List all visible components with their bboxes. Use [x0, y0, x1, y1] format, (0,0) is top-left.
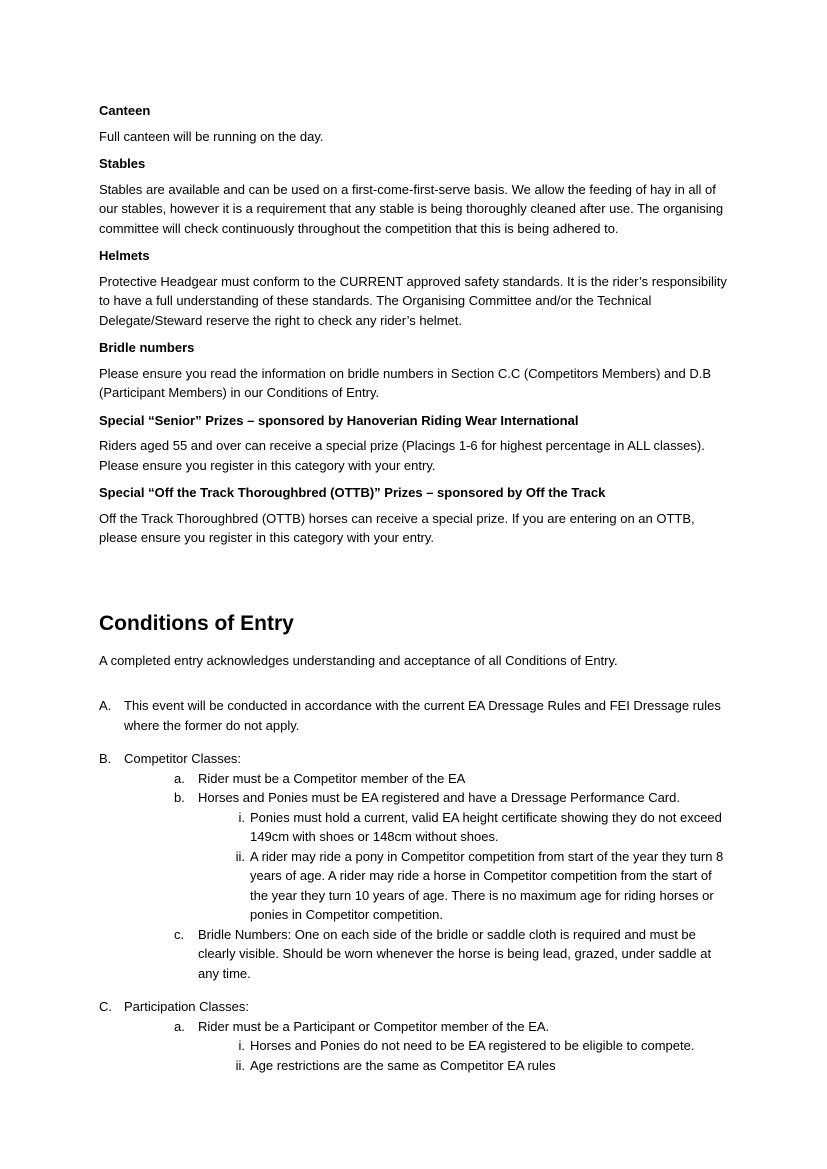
- section-senior-prizes: [99, 411, 728, 476]
- list-item-text: Ponies must hold a current, valid EA height certificate showing they do not exceed 149cm with shoes or 148cm without shoes.: [250, 809, 722, 844]
- list-marker: C.: [99, 999, 112, 1014]
- list-marker: i.: [238, 1038, 245, 1053]
- section-heading: Bridle numbers: [99, 340, 195, 355]
- conditions-list: [99, 696, 728, 1075]
- section-paragraph: Stables are available and can be used on a first-come-first-serve basis. We allow the feeding of hay in all of our stables, however it is a requirement that any stable is being thoroughly cleaned after use. The organising committee will check continuously throughout the competition that this is being adhered to.: [99, 181, 724, 236]
- section-paragraph: Off the Track Thoroughbred (OTTB) horses can receive a special prize. If you are entering on an OTTB, please ensure you register in this category with your entry.: [99, 510, 695, 545]
- section-paragraph: Protective Headgear must conform to the CURRENT approved safety standards. It is the rider’s responsibility to have a full understanding of these standards. The Organising Committee and/or the Technical Delegate/Steward reserve the right to check any rider’s helmet.: [99, 273, 727, 328]
- list-marker: a.: [174, 770, 185, 786]
- condition-item-C-a: [174, 1017, 728, 1037]
- list-marker: a.: [174, 1018, 185, 1034]
- condition-item-C-a-i: [225, 1036, 728, 1056]
- section-bridle-numbers: [99, 338, 728, 403]
- list-item-text: Rider must be a Participant or Competitor member of the EA.: [198, 1018, 550, 1034]
- section-heading: Special “Off the Track Thoroughbred (OTTB)” Prizes – sponsored by Off the Track: [99, 485, 606, 500]
- list-marker: B.: [99, 751, 112, 766]
- list-item-text: Bridle Numbers: One on each side of the bridle or saddle cloth is required and must be clearly visible. Should be worn whenever the horse is being lead, grazed, under saddle at any time.: [198, 926, 712, 981]
- condition-item-B-b: [174, 788, 728, 808]
- list-marker: i.: [238, 809, 245, 825]
- condition-item-C-head: [99, 997, 728, 1017]
- list-item-text: Age restrictions are the same as Competitor EA rules: [250, 1057, 556, 1073]
- section-paragraph: Please ensure you read the information on bridle numbers in Section C.C (Competitors Members) and D.B (Participant Members) in our Conditions of Entry.: [99, 365, 712, 400]
- section-heading: Canteen: [99, 103, 151, 118]
- condition-item-B-head: [99, 749, 728, 769]
- conditions-intro: A completed entry acknowledges understanding and acceptance of all Conditions of Entry.: [99, 652, 618, 668]
- condition-item-B-c: [174, 925, 728, 984]
- section-heading: Helmets: [99, 248, 150, 263]
- list-marker: c.: [174, 926, 185, 942]
- list-marker: A.: [99, 698, 112, 713]
- condition-item-B: [99, 749, 728, 983]
- section-heading: Stables: [99, 156, 146, 171]
- list-marker: ii.: [235, 1057, 245, 1073]
- list-item-text: A rider may ride a pony in Competitor competition from start of the year they turn 8 years of age. A rider may ride a horse in Competitor competition from the start of the year they turn 10 years of age. There is no maximum age for riding horses or ponies in Competitor competition.: [250, 848, 724, 922]
- section-canteen: [99, 101, 728, 146]
- section-helmets: [99, 246, 728, 330]
- condition-item-B-b-i: [225, 808, 728, 847]
- conditions-title: Conditions of Entry: [99, 611, 294, 635]
- condition-item-A: [99, 696, 728, 735]
- list-marker: ii.: [235, 848, 245, 864]
- list-item-text: Rider must be a Competitor member of the EA: [198, 770, 466, 786]
- section-stables: [99, 154, 728, 238]
- list-marker: b.: [174, 790, 185, 805]
- list-item-text: Horses and Ponies must be EA registered and have a Dressage Performance Card.: [198, 790, 680, 805]
- list-item-text: Horses and Ponies do not need to be EA registered to be eligible to compete.: [250, 1038, 695, 1053]
- section-paragraph: Riders aged 55 and over can receive a special prize (Placings 1-6 for highest percentage in ALL classes). Please ensure you register in this category with your entry.: [99, 438, 705, 473]
- condition-item-B-a: [174, 769, 728, 789]
- list-item-text: Competitor Classes:: [124, 751, 242, 766]
- list-item-text: Participation Classes:: [124, 999, 249, 1014]
- section-paragraph: Full canteen will be running on the day.: [99, 128, 324, 144]
- condition-item-C: [99, 997, 728, 1075]
- list-item-text: This event will be conducted in accordance with the current EA Dressage Rules and FEI Dressage rules where the former do not apply.: [124, 698, 721, 733]
- condition-item-B-b-ii: [225, 847, 728, 925]
- section-ottb-prizes: [99, 483, 728, 548]
- condition-item-C-a-ii: [225, 1056, 728, 1076]
- section-heading: Special “Senior” Prizes – sponsored by Hanoverian Riding Wear International: [99, 412, 579, 428]
